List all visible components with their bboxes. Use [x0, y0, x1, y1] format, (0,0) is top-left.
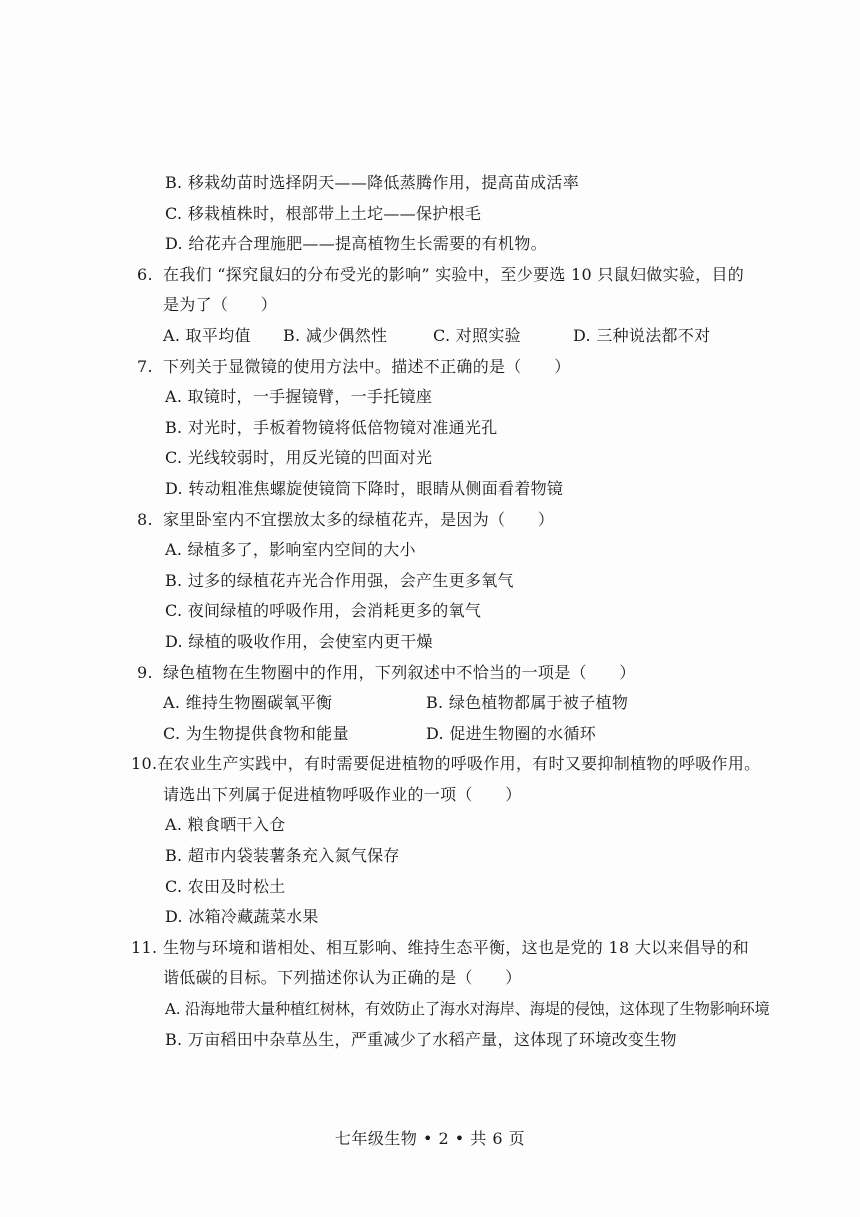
- q9-option-b: B. 绿色植物都属于被子植物: [426, 693, 629, 713]
- q9-option-d: D. 促进生物圈的水循环: [426, 723, 597, 743]
- q7-stem: [137, 352, 753, 383]
- q6-options: [163, 321, 753, 352]
- q7-option-d: D. 转动粗准焦螺旋使镜筒下降时，眼睛从侧面看着物镜: [165, 478, 564, 498]
- q6-option-d: D. 三种说法都不对: [573, 325, 711, 345]
- q8-option-b: B. 过多的绿植花卉光合作用强，会产生更多氧气: [165, 570, 514, 590]
- q9-option-c: C. 为生物提供食物和能量: [163, 723, 349, 743]
- q5-option-c: C. 移栽植株时，根部带上土坨——保护根毛: [165, 203, 482, 223]
- q11-stem: [131, 933, 753, 964]
- q6-option-a: A. 取平均值: [163, 325, 251, 345]
- q6-stem-line1: 在我们 “探究鼠妇的分布受光的影响” 实验中，至少要选 10 只鼠妇做实验，目的: [163, 264, 745, 284]
- q10-stem: [131, 749, 761, 780]
- q8-option-d: D. 绿植的吸收作用，会使室内更干燥: [165, 631, 433, 651]
- q10-option-c: C. 农田及时松土: [165, 876, 286, 896]
- q8-option-c: C. 夜间绿植的呼吸作用，会消耗更多的氧气: [165, 601, 482, 621]
- question-list: [131, 168, 770, 1055]
- q6-stem: [137, 260, 753, 291]
- q8-stem: [137, 505, 753, 536]
- q9-number: 9.: [137, 662, 153, 682]
- q10-stem-line2: 请选出下列属于促进植物呼吸作业的一项（ ）: [163, 784, 522, 804]
- q7-stem-text: 下列关于显微镜的使用方法中。描述不正确的是（ ）: [163, 356, 571, 376]
- q7-option-b: B. 对光时，手板着物镜将低倍物镜对准通光孔: [165, 417, 498, 437]
- q11-stem-line2: 谐低碳的目标。下列描述你认为正确的是（ ）: [163, 968, 522, 988]
- q10-stem-line1: 在农业生产实践中，有时需要促进植物的呼吸作用，有时又要抑制植物的呼吸作用。: [157, 754, 761, 774]
- q11-stem-line1: 生物与环境和谐相处、相互影响、维持生态平衡，这也是党的 18 大以来倡导的和: [163, 937, 749, 957]
- q11-option-a: A. 沿海地带大量种植红树林，有效防止了海水对海岸、海堤的侵蚀，这体现了生物影响环境: [165, 1000, 770, 1019]
- q9-options-row2: [163, 719, 753, 750]
- q9-stem: [137, 658, 753, 689]
- q6-stem-line2: 是为了（ ）: [163, 295, 278, 315]
- q9-stem-text: 绿色植物在生物圈中的作用，下列叙述中不恰当的一项是（ ）: [163, 662, 636, 682]
- q6-option-c: C. 对照实验: [433, 325, 521, 345]
- q8-number: 8.: [137, 509, 153, 529]
- page-footer: 七年级生物 • 2 • 共 6 页: [334, 1129, 526, 1148]
- q8-stem-text: 家里卧室内不宜摆放太多的绿植花卉，是因为（ ）: [163, 509, 555, 529]
- q11-option-b: B. 万亩稻田中杂草丛生，严重减少了水稻产量，这体现了环境改变生物: [165, 1029, 677, 1049]
- q7-option-c: C. 光线较弱时，用反光镜的凹面对光: [165, 448, 433, 468]
- q10-option-a: A. 粮食晒干入仓: [165, 815, 286, 835]
- q10-option-d: D. 冰箱冷藏蔬菜水果: [165, 907, 319, 927]
- q9-option-a: A. 维持生物圈碳氧平衡: [163, 693, 333, 713]
- q5-option-b: B. 移栽幼苗时选择阴天——降低蒸腾作用，提高苗成活率: [165, 173, 580, 192]
- q8-option-a: A. 绿植多了，影响室内空间的大小: [165, 540, 416, 560]
- q7-number: 7.: [137, 356, 153, 376]
- q9-options-row1: [163, 688, 753, 719]
- q5-option-d: D. 给花卉合理施肥——提高植物生长需要的有机物。: [165, 234, 547, 254]
- q10-number: 10.: [131, 754, 158, 774]
- q11-number: 11.: [131, 937, 158, 957]
- q6-number: 6.: [137, 264, 153, 284]
- q6-option-b: B. 减少偶然性: [283, 325, 388, 345]
- q7-option-a: A. 取镜时，一手握镜臂，一手托镜座: [165, 387, 433, 407]
- q10-option-b: B. 超市内袋装薯条充入氮气保存: [165, 846, 400, 866]
